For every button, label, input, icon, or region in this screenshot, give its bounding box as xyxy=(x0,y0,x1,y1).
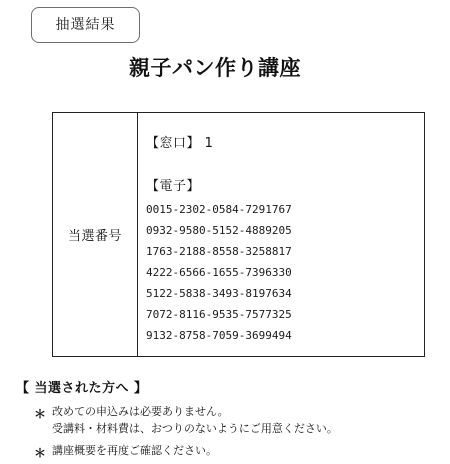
notice-heading: 【 当選された方へ 】 xyxy=(16,381,148,396)
page-title: 親子パン作り講座 xyxy=(129,56,301,80)
winning-number: 1763-2188-8558-3258817 xyxy=(146,245,292,258)
winning-numbers-table xyxy=(52,112,425,357)
winning-number: 0932-9580-5152-4889205 xyxy=(146,224,292,237)
bullet-marker: ＊ xyxy=(34,446,47,460)
notice-line: 講座概要を再度ご確認ください。 xyxy=(52,444,217,457)
winning-numbers-values xyxy=(138,113,424,356)
electronic-number-list xyxy=(146,199,292,346)
winning-number: 9132-8758-7059-3699494 xyxy=(146,329,292,342)
electronic-label: 【電子】 xyxy=(146,179,201,194)
notice-line: 受講料・材料費は、おつりのないようにご用意ください。 xyxy=(52,422,338,435)
winning-numbers-label: 当選番号 xyxy=(53,113,138,356)
counter-entry: 【窓口】 1 xyxy=(146,136,214,151)
result-badge: 抽選結果 xyxy=(31,7,140,43)
winning-number: 5122-5838-3493-8197634 xyxy=(146,287,292,300)
notice-line: 改めての申込みは必要ありません。 xyxy=(52,405,229,418)
winning-number: 0015-2302-0584-7291767 xyxy=(146,203,292,216)
bullet-marker: ＊ xyxy=(34,407,47,421)
winning-number: 7072-8116-9535-7577325 xyxy=(146,308,292,321)
winning-number: 4222-6566-1655-7396330 xyxy=(146,266,292,279)
